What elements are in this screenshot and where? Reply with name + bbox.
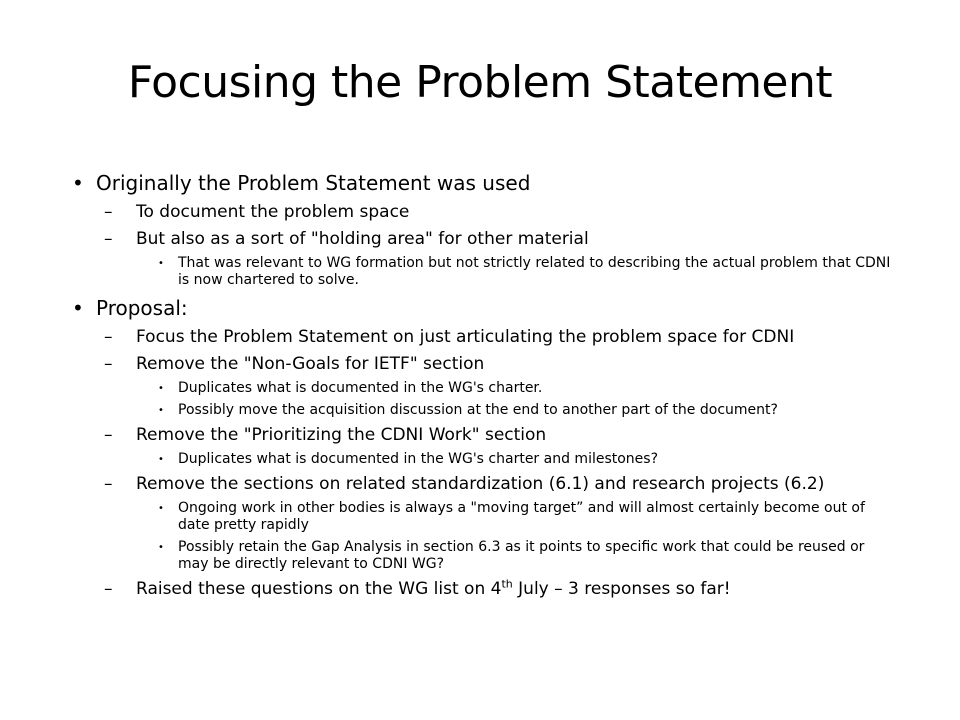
- sub-bullet: [72, 202, 892, 223]
- dash-marker: –: [104, 327, 113, 347]
- dash-marker: –: [104, 474, 113, 494]
- sub-bullet: [72, 327, 892, 348]
- bullet-marker: •: [72, 296, 84, 320]
- bullet-marker: •: [158, 503, 164, 514]
- slide-title: Focusing the Problem Statement: [127, 57, 833, 108]
- sub-bullet-text: Remove the "Prioritizing the CDNI Work" section: [136, 425, 547, 445]
- bullet-originally: [72, 170, 892, 196]
- sub-bullet-text: Raised these questions on the WG list on 4th July – 3 responses so far!: [136, 577, 731, 599]
- sub-bullet: [72, 425, 892, 446]
- slide-body: [72, 170, 892, 600]
- bullet-marker: •: [72, 171, 84, 195]
- sub-sub-bullet-text: Duplicates what is documented in the WG's charter and milestones?: [178, 451, 659, 467]
- sub-bullet-text: To document the problem space: [136, 202, 410, 222]
- sub-bullet: [72, 229, 892, 250]
- sub-bullet: [72, 474, 892, 495]
- sub-sub-bullet-text: Possibly retain the Gap Analysis in section 6.3 as it points to specific work that could be reused or may be directly relevant to CDNI WG?: [178, 539, 865, 572]
- sub-sub-bullet-text: That was relevant to WG formation but not strictly related to describing the actual problem that CDNI is now chartered to solve.: [178, 255, 891, 288]
- sub-sub-bullet-text: Duplicates what is documented in the WG's charter.: [178, 380, 543, 396]
- bullet-marker: •: [158, 405, 164, 416]
- sub-bullet-text: But also as a sort of "holding area" for other material: [136, 229, 589, 249]
- sub-sub-bullet: [72, 539, 892, 573]
- sub-bullet-text: Focus the Problem Statement on just articulating the problem space for CDNI: [136, 327, 795, 347]
- bullet-marker: •: [158, 383, 164, 394]
- bullet-text: Proposal:: [96, 296, 188, 320]
- sub-sub-bullet: [72, 402, 892, 419]
- dash-marker: –: [104, 579, 113, 599]
- dash-marker: –: [104, 425, 113, 445]
- bullet-marker: •: [158, 258, 164, 269]
- sub-bullet-text: Remove the "Non-Goals for IETF" section: [136, 354, 485, 374]
- sub-sub-bullet-text: Ongoing work in other bodies is always a "moving target” and will almost certainly become out of date pretty rapidly: [178, 500, 865, 533]
- bullet-text: Originally the Problem Statement was used: [96, 171, 531, 195]
- sub-sub-bullet: [72, 380, 892, 397]
- sub-sub-bullet: [72, 500, 892, 534]
- sub-bullet: [72, 579, 892, 600]
- sub-sub-bullet: [72, 451, 892, 468]
- sub-bullet-text: Remove the sections on related standardization (6.1) and research projects (6.2): [136, 474, 825, 494]
- superscript: th: [501, 577, 513, 591]
- sub-bullet: [72, 354, 892, 375]
- sub-sub-bullet-text: Possibly move the acquisition discussion at the end to another part of the document?: [178, 402, 778, 418]
- bullet-proposal: [72, 295, 892, 321]
- dash-marker: –: [104, 229, 113, 249]
- dash-marker: –: [104, 202, 113, 222]
- bullet-marker: •: [158, 542, 164, 553]
- dash-marker: –: [104, 354, 113, 374]
- sub-sub-bullet: [72, 255, 892, 289]
- bullet-marker: •: [158, 454, 164, 465]
